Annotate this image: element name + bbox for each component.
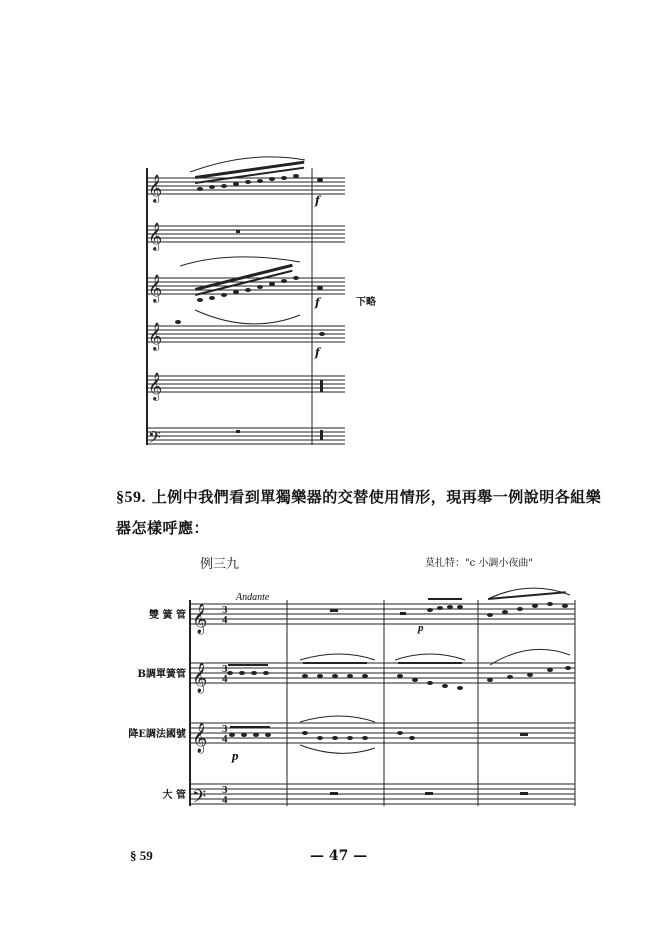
svg-text:3: 3 <box>222 604 228 616</box>
svg-text:3: 3 <box>222 663 228 675</box>
omitted-annotation: 下略 <box>356 297 376 308</box>
staff-bassoon <box>190 784 575 804</box>
dynamic-f-3: f <box>315 346 320 359</box>
treble-clef-5: 𝄞 <box>148 372 163 400</box>
dynamic-p-oboe: p <box>418 622 424 634</box>
instrument-oboe: 雙 簧 管 <box>149 610 186 621</box>
instrument-bassoon: 大 管 <box>162 790 186 801</box>
page-number: — 47 — <box>310 848 368 864</box>
bass-clef-bassoon: 𝄢 <box>192 787 207 812</box>
svg-text:3: 3 <box>222 784 228 796</box>
svg-text:4: 4 <box>222 733 228 745</box>
instrument-clarinet: B調單簧管 <box>137 669 186 680</box>
dynamic-f-1: f <box>315 194 320 207</box>
clarinet-notes <box>227 662 571 690</box>
treble-clef-oboe: 𝄞 <box>192 604 208 634</box>
svg-text:3: 3 <box>222 723 228 735</box>
svg-text:4: 4 <box>222 614 228 626</box>
example-label: 例三九 <box>200 557 240 572</box>
svg-text:4: 4 <box>222 794 228 806</box>
section-number: §59. <box>116 489 146 506</box>
svg-text:4: 4 <box>222 673 228 685</box>
treble-clef-4: 𝄞 <box>148 322 163 350</box>
example-source: 莫扎特："c 小調小夜曲" <box>425 558 533 569</box>
dynamic-f-2: f <box>315 296 320 309</box>
footer-section: § 59 <box>130 848 153 863</box>
treble-clef-horn: 𝄞 <box>192 723 208 753</box>
treble-clef-1: 𝄞 <box>148 174 163 202</box>
tempo-marking: Andante <box>236 592 270 603</box>
instrument-horn: 降E調法國號 <box>128 729 186 740</box>
treble-clef-clarinet: 𝄞 <box>192 663 208 693</box>
paragraph-text: 上例中我們看到單獨樂器的交替使用情形，現再舉一例說明各組樂器怎樣呼應： <box>116 488 602 537</box>
treble-clef-3: 𝄞 <box>148 274 163 302</box>
treble-clef-2: 𝄞 <box>148 222 163 250</box>
bass-clef-6: 𝄢 <box>148 427 161 451</box>
staff-oboe <box>190 604 575 624</box>
dynamic-p-horn: p <box>232 748 239 763</box>
